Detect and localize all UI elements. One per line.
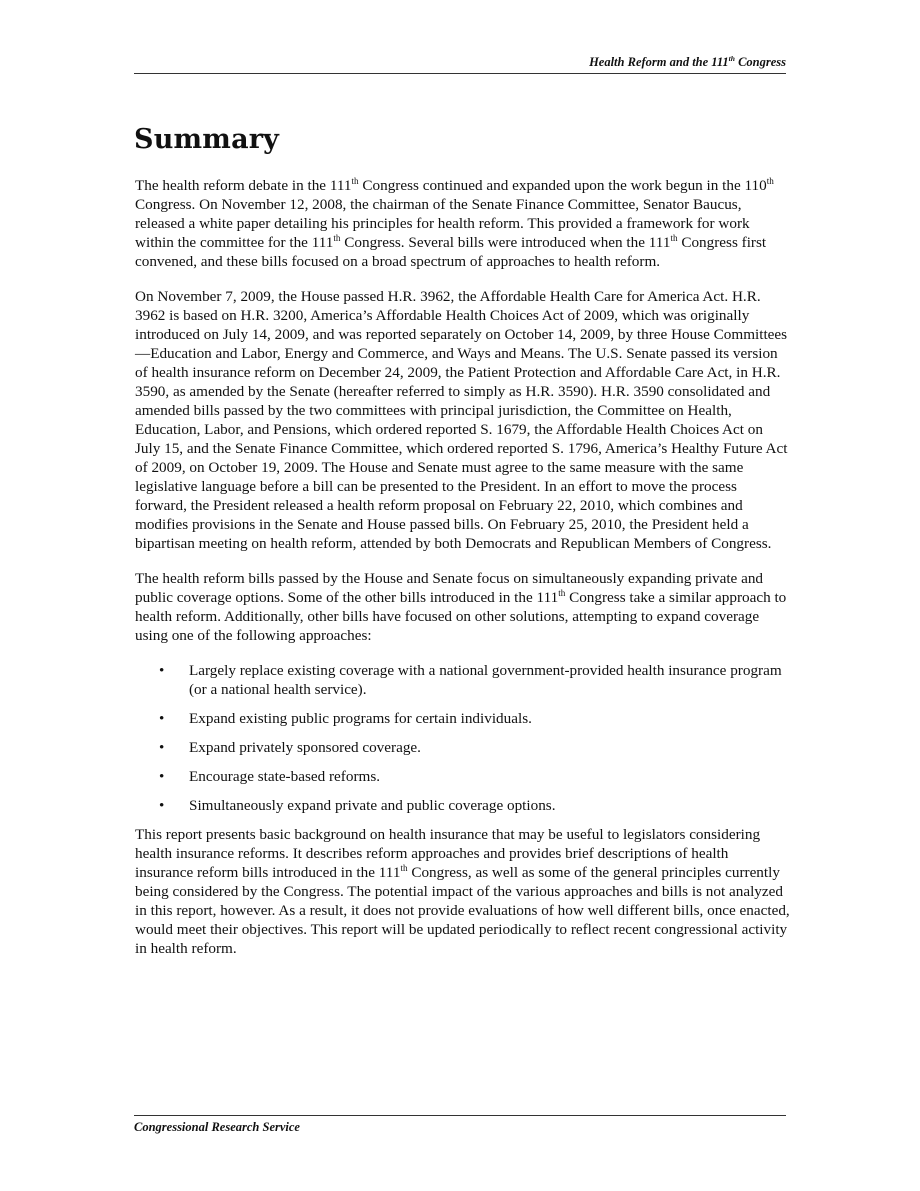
text-run: The health reform debate in the 111 <box>135 177 352 194</box>
ordinal-suffix: th <box>333 232 341 243</box>
bullet-icon: • <box>159 662 165 679</box>
text-run: Congress. On November 12, 2008, the chairman of the Senate Finance Committee, Senator Baucus, released a white paper detailing his principles for health reform. This provided a framework for work within the committee for the 111 <box>135 196 750 251</box>
text-run: Congress first convened, and these bills focused on a broad spectrum of approaches to health reform. <box>135 234 767 270</box>
approach-text: Expand privately sponsored coverage. <box>189 739 421 756</box>
approach-list-item <box>159 709 790 728</box>
ordinal-suffix: th <box>670 232 678 243</box>
summary-paragraph-3 <box>135 569 790 645</box>
approach-list-item <box>159 796 790 815</box>
text-run: Congress take a similar approach to health reform. Additionally, other bills have focused on other solutions, attempting to expand coverage using one of the following approaches: <box>135 589 787 644</box>
bullet-icon: • <box>159 797 165 814</box>
approach-list-item <box>159 661 790 699</box>
page-footer <box>134 1115 786 1135</box>
approach-text: Expand existing public programs for certain individuals. <box>189 710 532 727</box>
ordinal-suffix: th <box>558 587 566 598</box>
approach-list-item <box>159 738 790 757</box>
summary-paragraph-2 <box>135 287 790 553</box>
ordinal-suffix: th <box>400 862 408 873</box>
running-header-title: Health Reform and the 111th Congress <box>589 53 786 69</box>
text-run: On November 7, 2009, the House passed H.R. 3962, the Affordable Health Care for America Act. H.R. 3962 is based on H.R. 3200, America’s Affordable Health Choices Act of 2009, which was originally introduced on July 14, 2009, and was reported separately on October 14, 2009, by three House Committees—Education and Labor, Energy and Commerce, and Ways and Means. The U.S. Senate passed its version of health insurance reform on December 24, 2009, the Patient Protection and Affordable Care Act, in H.R. 3590, as amended by the Senate (hereafter referred to simply as H.R. 3590). H.R. 3590 consolidated and amended bills passed by the two committees with principal jurisdiction, the Committee on Health, Education, Labor, and Pensions, which ordered reported S. 1679, the Affordable Health Choices Act on July 15, and the Senate Finance Committee, which ordered reported S. 1796, America’s Healthy Future Act of 2009, on October 19, 2009. The House and Senate must agree to the same measure with the same legislative language before a bill can be presented to the President. In an effort to move the process forward, the President released a health reform proposal on February 22, 2010, which combines and modifies provisions in the Senate and House passed bills. On February 25, 2010, the President held a bipartisan meeting on health reform, attended by both Democrats and Republican Members of Congress. <box>135 288 788 552</box>
summary-paragraph-1 <box>135 176 790 271</box>
running-header <box>134 55 786 74</box>
approaches-list <box>135 661 790 815</box>
approach-text: Simultaneously expand private and public coverage options. <box>189 797 556 814</box>
approach-text: Encourage state-based reforms. <box>189 768 381 785</box>
approach-list-item <box>159 767 790 786</box>
text-run: Congress, as well as some of the general principles currently being considered by the Congress. The potential impact of the various approaches and bills is not analyzed in this report, however. As a result, it does not provide evaluations of how well different bills, once enacted, would meet their objectives. This report will be updated periodically to reflect recent congressional activity in health reform. <box>135 864 790 957</box>
summary-body <box>135 176 790 974</box>
approach-text: Largely replace existing coverage with a national government-provided health insurance program (or a national health service). <box>189 662 782 698</box>
summary-paragraph-4 <box>135 825 790 958</box>
text-run: Congress continued and expanded upon the work begun in the 110 <box>358 177 767 194</box>
bullet-icon: • <box>159 710 165 727</box>
ordinal-suffix: th <box>351 175 359 186</box>
ordinal-suffix: th <box>766 175 774 186</box>
text-run: Congress. Several bills were introduced when the 111 <box>340 234 671 251</box>
bullet-icon: • <box>159 768 165 785</box>
bullet-icon: • <box>159 739 165 756</box>
footer-source: Congressional Research Service <box>134 1120 300 1134</box>
page-title: Summary <box>134 124 280 155</box>
text-run: This report presents basic background on health insurance that may be useful to legislators considering health insurance reforms. It describes reform approaches and provides brief descriptions of health insurance reform bills introduced in the 111 <box>135 826 761 881</box>
text-run: The health reform bills passed by the House and Senate focus on simultaneously expanding private and public coverage options. Some of the other bills introduced in the 111 <box>135 570 764 606</box>
